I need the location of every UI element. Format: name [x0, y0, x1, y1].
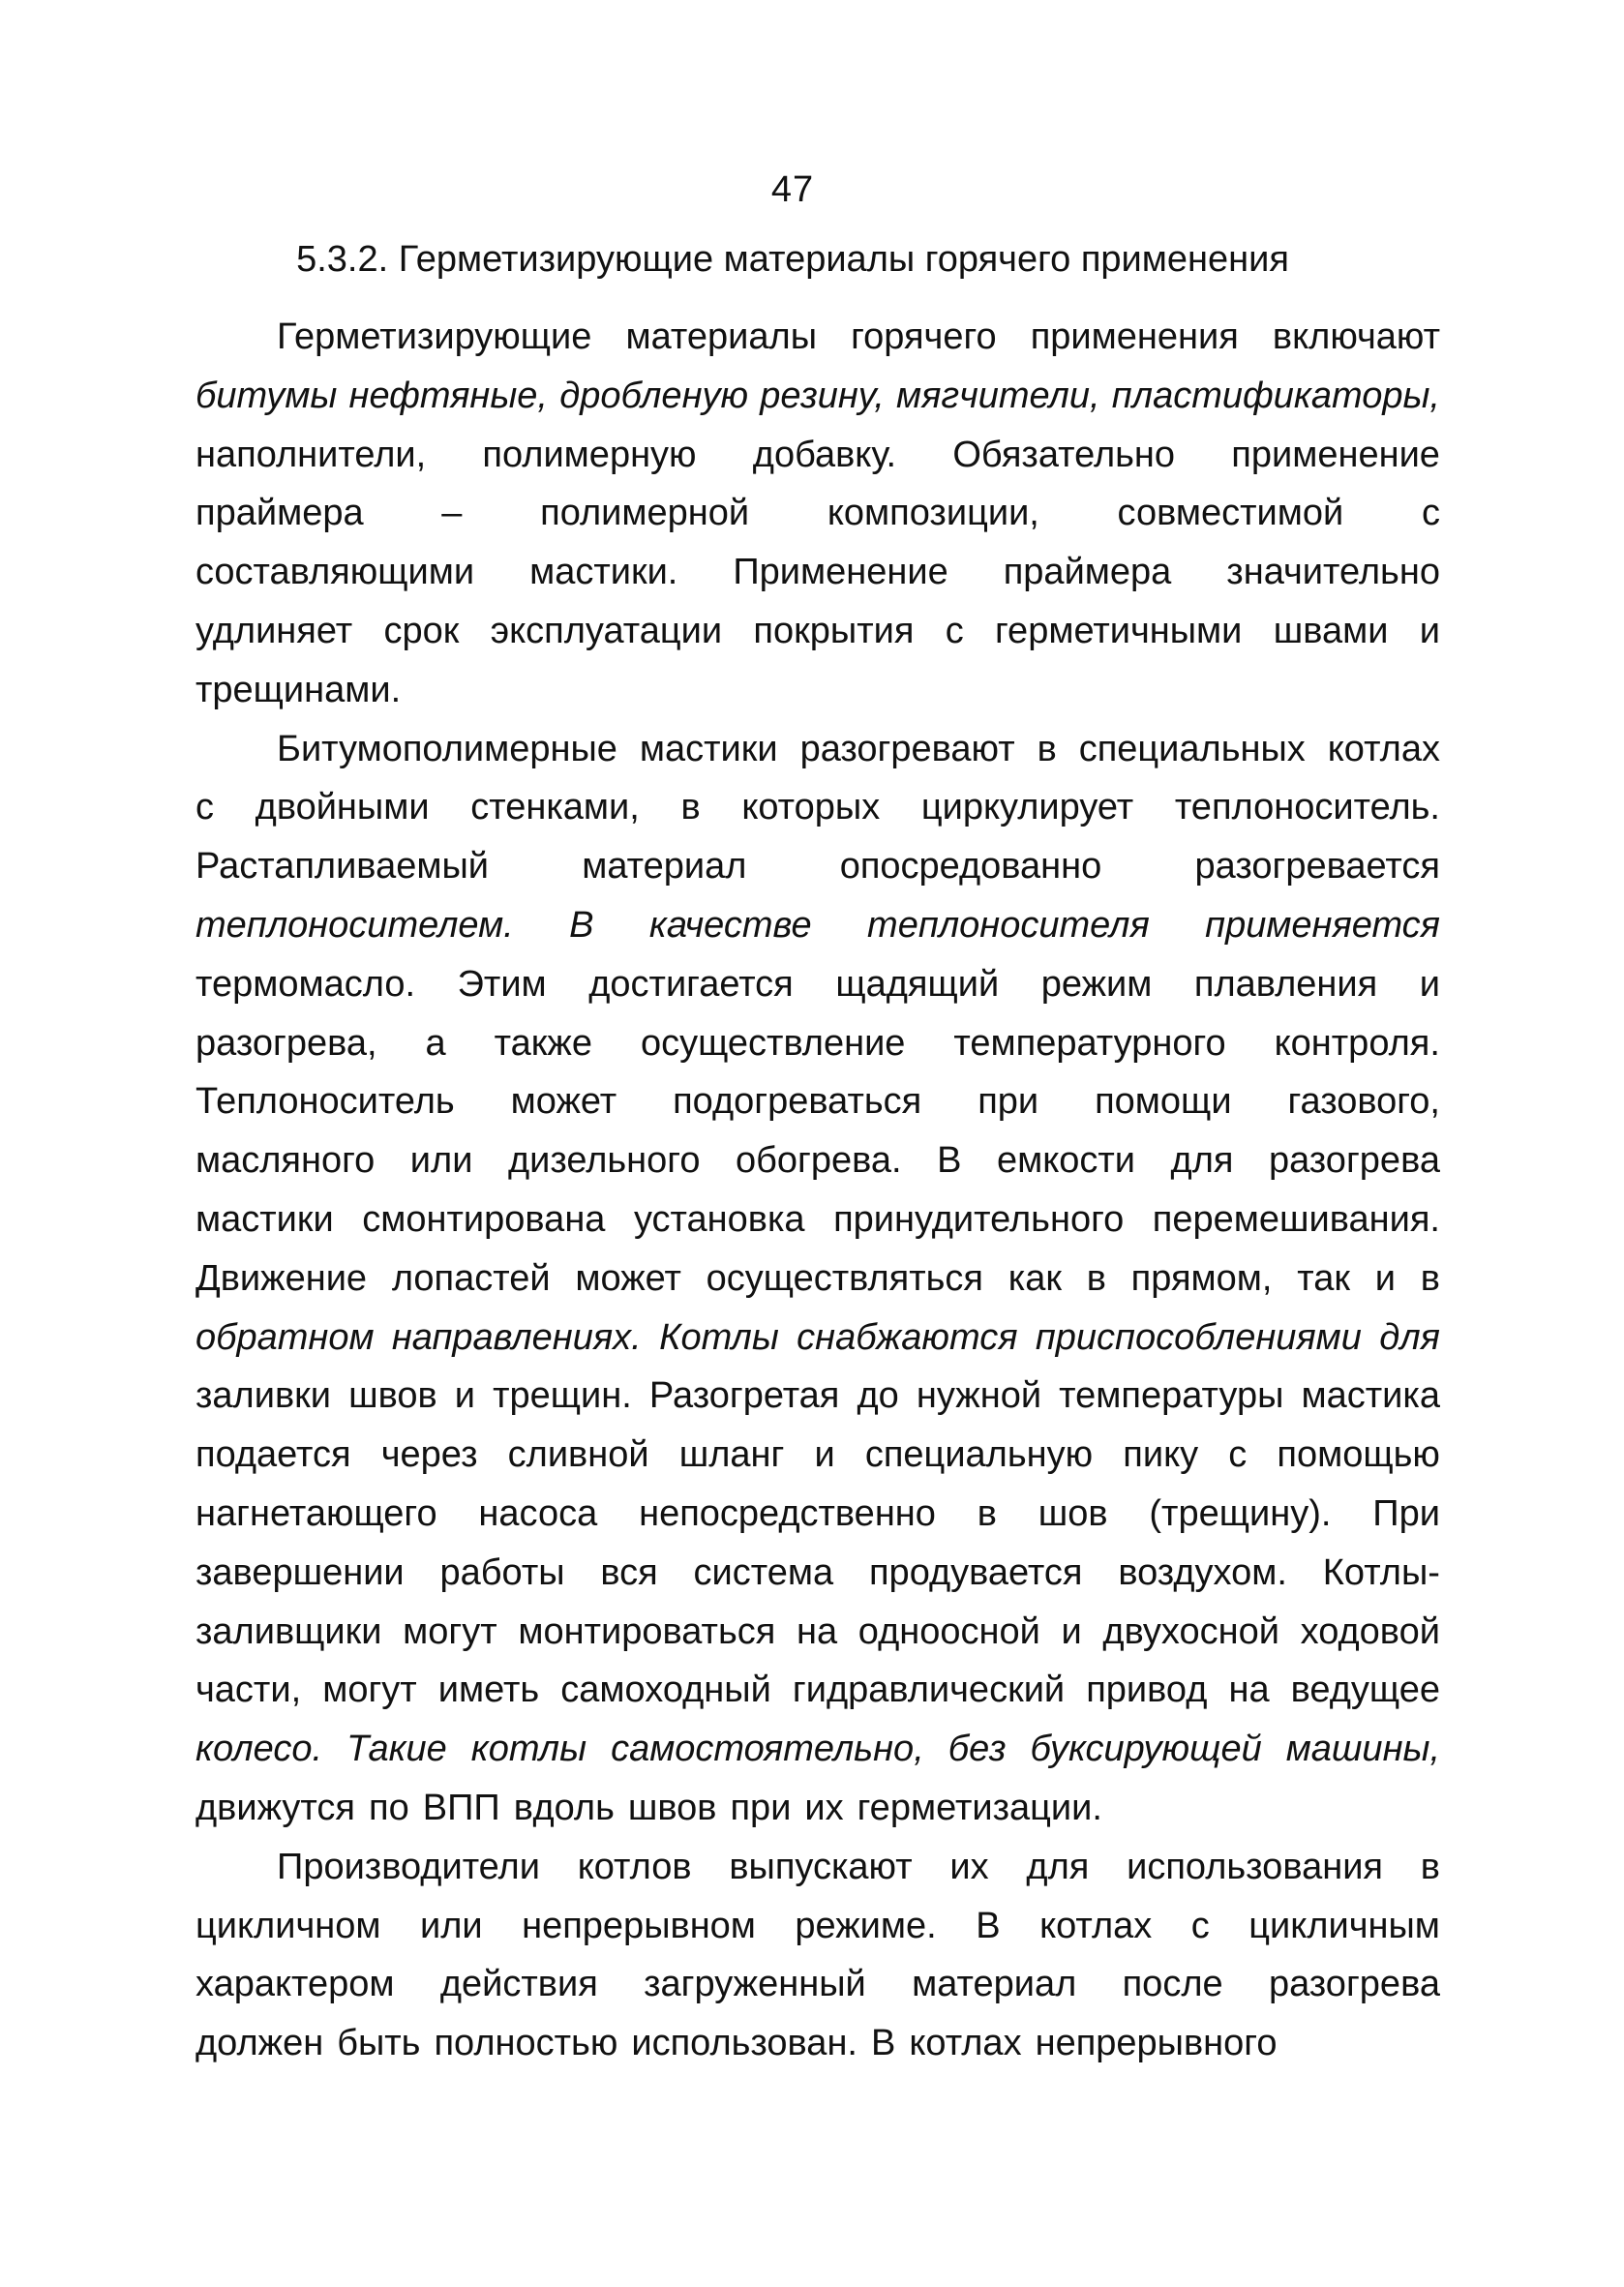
text-line: термомасло. Этим достигается щадящий режим плавления и: [195, 963, 1440, 1005]
text-line: Теплоноситель может подогреваться при помощи газового,: [195, 1081, 1440, 1123]
text-line: с двойными стенками, в которых циркулирует теплоноситель.: [195, 787, 1440, 828]
text-line: мастики смонтирована установка принудительного перемешивания.: [195, 1198, 1440, 1240]
text-line: удлиняет срок эксплуатации покрытия с герметичными швами и: [195, 610, 1440, 651]
body-text: [195, 308, 1440, 2073]
paragraph: [195, 308, 1440, 720]
text-line: части, могут иметь самоходный гидравлический привод на ведущее: [195, 1670, 1440, 1711]
text-line: составляющими мастики. Применение праймера значительно: [195, 552, 1440, 593]
text-line: битумы нефтяные, дробленую резину, мягчители, пластификаторы,: [195, 375, 1440, 416]
text-line: заливки швов и трещин. Разогретая до нужной температуры мастика: [195, 1375, 1440, 1417]
paragraph: [195, 1838, 1440, 2073]
text-line: праймера – полимерной композиции, совместимой с: [195, 493, 1440, 534]
text-line: характером действия загруженный материал после разогрева: [195, 1964, 1440, 2005]
text-line: движутся по ВПП вдоль швов при их герметизации.: [195, 1787, 1102, 1828]
text-line: Движение лопастей может осуществляться как в прямом, так и в: [195, 1257, 1440, 1299]
text-line: заливщики могут монтироваться на одноосной и двухосной ходовой: [195, 1610, 1440, 1652]
text-line: Производители котлов выпускают их для использования в: [277, 1846, 1440, 1887]
text-line: нагнетающего насоса непосредственно в шов (трещину). При: [195, 1492, 1440, 1534]
text-line: колесо. Такие котлы самостоятельно, без буксирующей машины,: [195, 1729, 1440, 1770]
text-line: обратном направлениях. Котлы снабжаются приспособлениями для: [195, 1316, 1440, 1358]
text-line: трещинами.: [195, 669, 402, 710]
text-line: должен быть полностью использован. В котлах непрерывного: [195, 2023, 1278, 2064]
text-line: цикличном или непрерывном режиме. В котлах с цикличным: [195, 1905, 1440, 1946]
text-line: наполнители, полимерную добавку. Обязательно применение: [195, 434, 1440, 475]
text-line: масляного или дизельного обогрева. В емкости для разогрева: [195, 1140, 1440, 1182]
text-line: подается через сливной шланг и специальную пику с помощью: [195, 1434, 1440, 1476]
text-line: теплоносителем. В качестве теплоносителя применяется: [195, 904, 1440, 946]
page-number: 47: [770, 169, 815, 210]
text-line: Растапливаемый материал опосредованно разогревается: [195, 846, 1440, 888]
text-line: Герметизирующие материалы горячего применения включают: [277, 316, 1440, 357]
text-line: разогрева, а также осуществление температурного контроля.: [195, 1022, 1440, 1064]
section-title: 5.3.2. Герметизирующие материалы горячего применения: [296, 239, 1289, 280]
paragraph: [195, 720, 1440, 1838]
text-line: завершении работы вся система продувается воздухом. Котлы-: [195, 1551, 1440, 1593]
text-line: Битумополимерные мастики разогревают в специальных котлах: [277, 728, 1440, 769]
